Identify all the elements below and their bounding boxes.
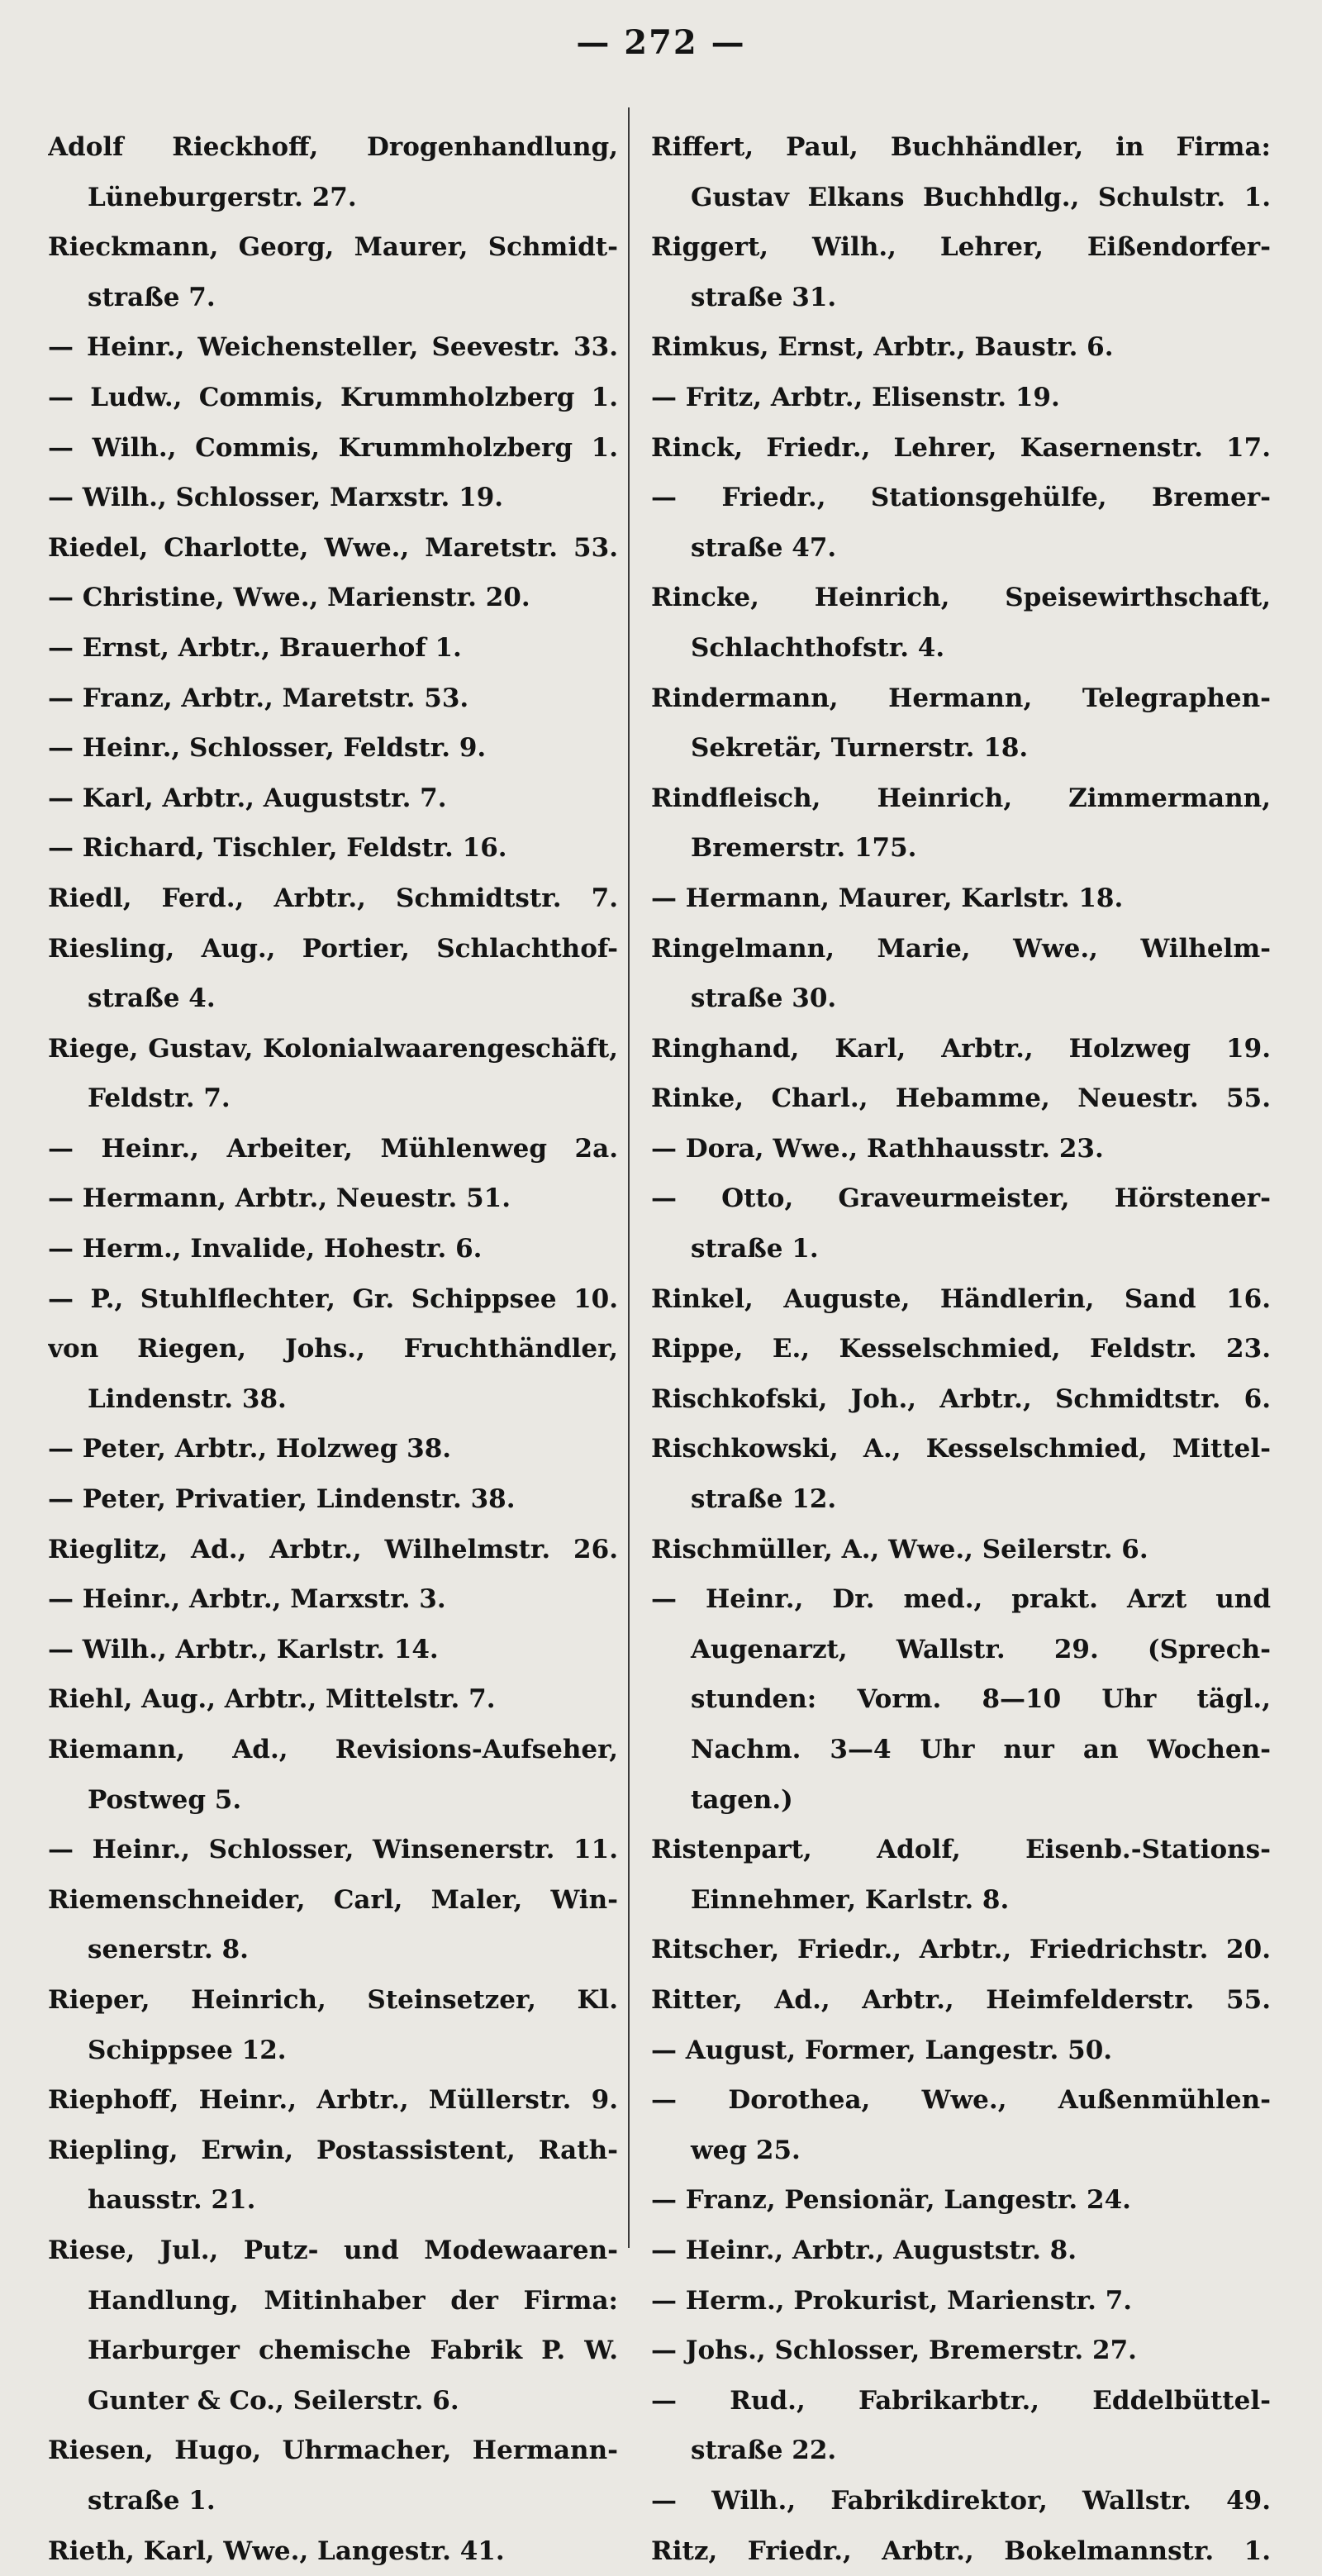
- directory-line: Riesen, Hugo, Uhrmacher, Hermann-: [48, 2426, 618, 2476]
- directory-line: Riehl, Aug., Arbtr., Mittelstr. 7.: [48, 1674, 618, 1725]
- directory-line: — Heinr., Dr. med., prakt. Arzt und: [651, 1574, 1271, 1625]
- directory-line: Handlung, Mitinhaber der Firma:: [48, 2276, 618, 2326]
- directory-line: — Otto, Graveurmeister, Hörstener-: [651, 1174, 1271, 1224]
- directory-line: — Christine, Wwe., Marienstr. 20.: [48, 573, 618, 623]
- directory-line: — Ernst, Arbtr., Brauerhof 1.: [48, 623, 618, 674]
- directory-line: — Dora, Wwe., Rathhausstr. 23.: [651, 1124, 1271, 1174]
- directory-line: Harburger chemische Fabrik P. W.: [48, 2326, 618, 2376]
- directory-line: Rippe, E., Kesselschmied, Feldstr. 23.: [651, 1324, 1271, 1374]
- directory-line: — Karl, Arbtr., Auguststr. 7.: [48, 774, 618, 824]
- directory-line: — Johs., Schlosser, Bremerstr. 27.: [651, 2326, 1271, 2376]
- directory-line: Bremerstr. 175.: [651, 823, 1271, 874]
- directory-line: Lindenstr. 38.: [48, 1374, 618, 1425]
- directory-line: Adolf Rieckhoff, Drogenhandlung,: [48, 122, 618, 173]
- directory-line: straße 47.: [651, 523, 1271, 574]
- directory-line: Rieglitz, Ad., Arbtr., Wilhelmstr. 26.: [48, 1525, 618, 1575]
- directory-line: Riege, Gustav, Kolonialwaarengeschäft,: [48, 1024, 618, 1074]
- directory-line: Riepling, Erwin, Postassistent, Rath-: [48, 2126, 618, 2176]
- directory-line: — Herm., Prokurist, Marienstr. 7.: [651, 2276, 1271, 2326]
- directory-line: straße 1.: [48, 2476, 618, 2526]
- directory-line: Rinck, Friedr., Lehrer, Kasernenstr. 17.: [651, 423, 1271, 474]
- directory-line: Rischkofski, Joh., Arbtr., Schmidtstr. 6.: [651, 1374, 1271, 1425]
- directory-line: hausstr. 21.: [48, 2175, 618, 2226]
- directory-line: Riedel, Charlotte, Wwe., Maretstr. 53.: [48, 523, 618, 574]
- directory-line: — Wilh., Arbtr., Karlstr. 14.: [48, 1625, 618, 1675]
- directory-line: Rincke, Heinrich, Speisewirthschaft,: [651, 573, 1271, 623]
- directory-line: straße 31.: [651, 273, 1271, 323]
- directory-line: Rischkowski, A., Kesselschmied, Mittel-: [651, 1424, 1271, 1474]
- directory-line: — Ludw., Commis, Krummholzberg 1.: [48, 373, 618, 423]
- directory-line: — Wilh., Schlosser, Marxstr. 19.: [48, 473, 618, 523]
- directory-line: Nachm. 3—4 Uhr nur an Wochen-: [651, 1725, 1271, 1775]
- directory-line: — Hermann, Arbtr., Neuestr. 51.: [48, 1174, 618, 1224]
- directory-line: Rimkus, Ernst, Arbtr., Baustr. 6.: [651, 322, 1271, 373]
- directory-line: — Franz, Arbtr., Maretstr. 53.: [48, 674, 618, 724]
- directory-line: — Herm., Invalide, Hohestr. 6.: [48, 1224, 618, 1274]
- directory-line: Rischmüller, A., Wwe., Seilerstr. 6.: [651, 1525, 1271, 1575]
- directory-line: Ringhand, Karl, Arbtr., Holzweg 19.: [651, 1024, 1271, 1074]
- directory-line: straße 4.: [48, 974, 618, 1024]
- directory-line: — Rud., Fabrikarbtr., Eddelbüttel-: [651, 2376, 1271, 2426]
- directory-line: Einnehmer, Karlstr. 8.: [651, 1875, 1271, 1926]
- directory-line: Rieper, Heinrich, Steinsetzer, Kl.: [48, 1975, 618, 2026]
- directory-line: — Heinr., Schlosser, Feldstr. 9.: [48, 723, 618, 774]
- directory-line: Riggert, Wilh., Lehrer, Eißendorfer-: [651, 222, 1271, 273]
- directory-line: straße 30.: [651, 974, 1271, 1024]
- directory-line: Rieckmann, Georg, Maurer, Schmidt-: [48, 222, 618, 273]
- directory-line: Riesling, Aug., Portier, Schlachthof-: [48, 924, 618, 974]
- directory-line: Rindfleisch, Heinrich, Zimmermann,: [651, 774, 1271, 824]
- directory-line: Schlachthofstr. 4.: [651, 623, 1271, 674]
- directory-line: straße 7.: [48, 273, 618, 323]
- directory-line: Postweg 5.: [48, 1775, 618, 1826]
- directory-line: Ritscher, Friedr., Arbtr., Friedrichstr. 20.: [651, 1925, 1271, 1975]
- directory-line: — August, Former, Langestr. 50.: [651, 2026, 1271, 2076]
- directory-line: Gustav Elkans Buchhdlg., Schulstr. 1.: [651, 173, 1271, 223]
- directory-line: Ritter, Ad., Arbtr., Heimfelderstr. 55.: [651, 1975, 1271, 2026]
- directory-line: — Heinr., Weichensteller, Seevestr. 33.: [48, 322, 618, 373]
- directory-line: Riephoff, Heinr., Arbtr., Müllerstr. 9.: [48, 2075, 618, 2126]
- directory-line: Rinkel, Auguste, Händlerin, Sand 16.: [651, 1274, 1271, 1325]
- directory-line: stunden: Vorm. 8—10 Uhr tägl.,: [651, 1674, 1271, 1725]
- directory-line: — Heinr., Arbeiter, Mühlenweg 2a.: [48, 1124, 618, 1174]
- page-number: — 272 —: [0, 23, 1322, 62]
- directory-line: Schippsee 12.: [48, 2026, 618, 2076]
- directory-line: Feldstr. 7.: [48, 1074, 618, 1124]
- directory-line: straße 12.: [651, 1474, 1271, 1525]
- directory-line: — Richard, Tischler, Feldstr. 16.: [48, 823, 618, 874]
- directory-line: — Fritz, Arbtr., Elisenstr. 19.: [651, 373, 1271, 423]
- directory-line: — Heinr., Arbtr., Auguststr. 8.: [651, 2226, 1271, 2276]
- directory-line: Riemenschneider, Carl, Maler, Win-: [48, 1875, 618, 1926]
- directory-line: von Riegen, Johs., Fruchthändler,: [48, 1324, 618, 1374]
- directory-line: Rieth, Karl, Wwe., Langestr. 41.: [48, 2526, 618, 2576]
- directory-line: Rinke, Charl., Hebamme, Neuestr. 55.: [651, 1074, 1271, 1124]
- directory-line: — Peter, Arbtr., Holzweg 38.: [48, 1424, 618, 1474]
- directory-line: Riffert, Paul, Buchhändler, in Firma:: [651, 122, 1271, 173]
- column-divider: [628, 107, 630, 2248]
- directory-line: senerstr. 8.: [48, 1925, 618, 1975]
- directory-line: — Hermann, Maurer, Karlstr. 18.: [651, 874, 1271, 924]
- directory-line: Riese, Jul., Putz- und Modewaaren-: [48, 2226, 618, 2276]
- directory-line: straße 1.: [651, 1224, 1271, 1274]
- directory-line: — Heinr., Arbtr., Marxstr. 3.: [48, 1574, 618, 1625]
- directory-line: straße 22.: [651, 2426, 1271, 2476]
- directory-line: Sekretär, Turnerstr. 18.: [651, 723, 1271, 774]
- directory-line: — Friedr., Stationsgehülfe, Bremer-: [651, 473, 1271, 523]
- directory-line: Augenarzt, Wallstr. 29. (Sprech-: [651, 1625, 1271, 1675]
- directory-line: Rindermann, Hermann, Telegraphen-: [651, 674, 1271, 724]
- directory-line: — Franz, Pensionär, Langestr. 24.: [651, 2175, 1271, 2226]
- directory-line: tagen.): [651, 1775, 1271, 1826]
- directory-line: — P., Stuhlflechter, Gr. Schippsee 10.: [48, 1274, 618, 1325]
- directory-line: — Dorothea, Wwe., Außenmühlen-: [651, 2075, 1271, 2126]
- directory-line: Ringelmann, Marie, Wwe., Wilhelm-: [651, 924, 1271, 974]
- directory-line: weg 25.: [651, 2126, 1271, 2176]
- directory-line: — Peter, Privatier, Lindenstr. 38.: [48, 1474, 618, 1525]
- directory-line: — Heinr., Schlosser, Winsenerstr. 11.: [48, 1825, 618, 1875]
- directory-line: Riedl, Ferd., Arbtr., Schmidtstr. 7.: [48, 874, 618, 924]
- directory-line: Ritz, Friedr., Arbtr., Bokelmannstr. 1.: [651, 2526, 1271, 2576]
- directory-line: Riemann, Ad., Revisions-Aufseher,: [48, 1725, 618, 1775]
- directory-line: Gunter & Co., Seilerstr. 6.: [48, 2376, 618, 2426]
- directory-line: — Wilh., Fabrikdirektor, Wallstr. 49.: [651, 2476, 1271, 2526]
- right-column: [651, 122, 1271, 2576]
- left-column: [48, 122, 618, 2576]
- directory-line: — Wilh., Commis, Krummholzberg 1.: [48, 423, 618, 474]
- directory-line: Ristenpart, Adolf, Eisenb.-Stations-: [651, 1825, 1271, 1875]
- directory-line: Lüneburgerstr. 27.: [48, 173, 618, 223]
